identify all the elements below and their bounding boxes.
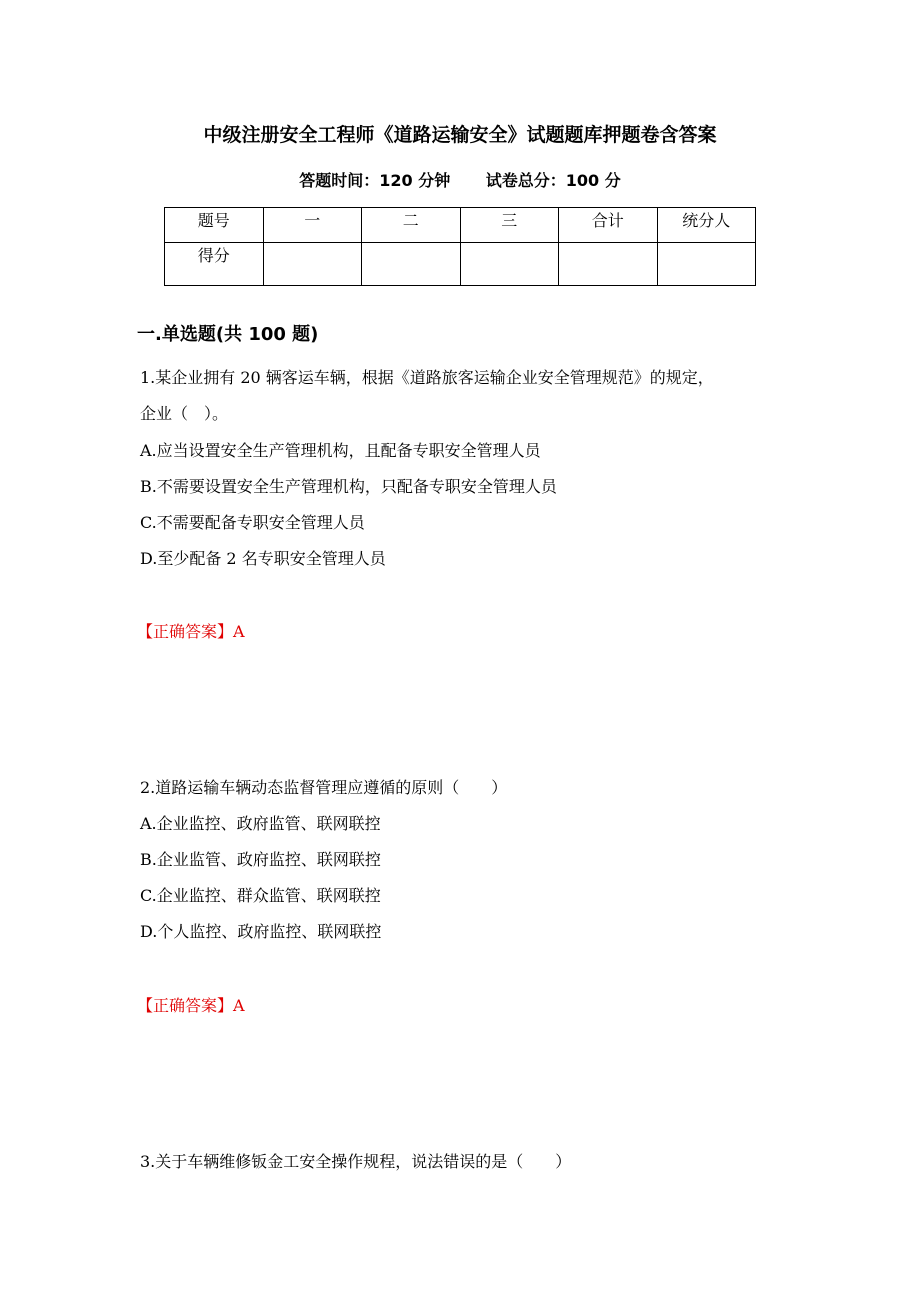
exam-total-score: 试卷总分：100 分 (485, 171, 621, 190)
question-stem: 2.道路运输车辆动态监督管理应遵循的原则（ ） (140, 778, 508, 797)
question-option: C.企业监控、群众监管、联网联控 (140, 886, 381, 905)
question-option: A.应当设置安全生产管理机构，且配备专职安全管理人员 (140, 441, 541, 460)
question-option: D.至少配备 2 名专职安全管理人员 (140, 549, 386, 568)
score-table-header: 一 (263, 208, 362, 243)
score-table-header: 统分人 (657, 208, 756, 243)
score-cell (460, 243, 559, 286)
score-table-header: 二 (362, 208, 461, 243)
score-cell (362, 243, 461, 286)
correct-answer: 【正确答案】A (137, 996, 245, 1015)
question-option: B.不需要设置安全生产管理机构，只配备专职安全管理人员 (140, 477, 557, 496)
score-table-header-row (165, 208, 756, 243)
score-table-header: 三 (460, 208, 559, 243)
question-option: D.个人监控、政府监控、联网联控 (140, 922, 382, 941)
section-title: 一.单选题(共 100 题) (137, 324, 319, 345)
score-table (164, 207, 756, 286)
score-cell (657, 243, 756, 286)
correct-answer: 【正确答案】A (137, 622, 245, 641)
score-cell (559, 243, 658, 286)
question-stem-continued: 企业（ ）。 (140, 404, 229, 423)
question-option: C.不需要配备专职安全管理人员 (140, 513, 365, 532)
exam-time: 答题时间：120 分钟 (299, 171, 451, 190)
score-table-header: 合计 (559, 208, 658, 243)
score-cell (263, 243, 362, 286)
exam-meta (0, 168, 920, 194)
question-stem: 1.某企业拥有 20 辆客运车辆，根据《道路旅客运输企业安全管理规范》的规定， (140, 368, 714, 387)
question-stem: 3.关于车辆维修钣金工安全操作规程，说法错误的是（ ） (140, 1152, 572, 1171)
score-table-header: 题号 (165, 208, 264, 243)
page-title: 中级注册安全工程师《道路运输安全》试题题库押题卷含答案 (203, 124, 717, 146)
score-row-label: 得分 (165, 243, 264, 286)
question-option: B.企业监管、政府监控、联网联控 (140, 850, 381, 869)
score-table-score-row (165, 243, 756, 286)
question-option: A.企业监控、政府监管、联网联控 (140, 814, 381, 833)
